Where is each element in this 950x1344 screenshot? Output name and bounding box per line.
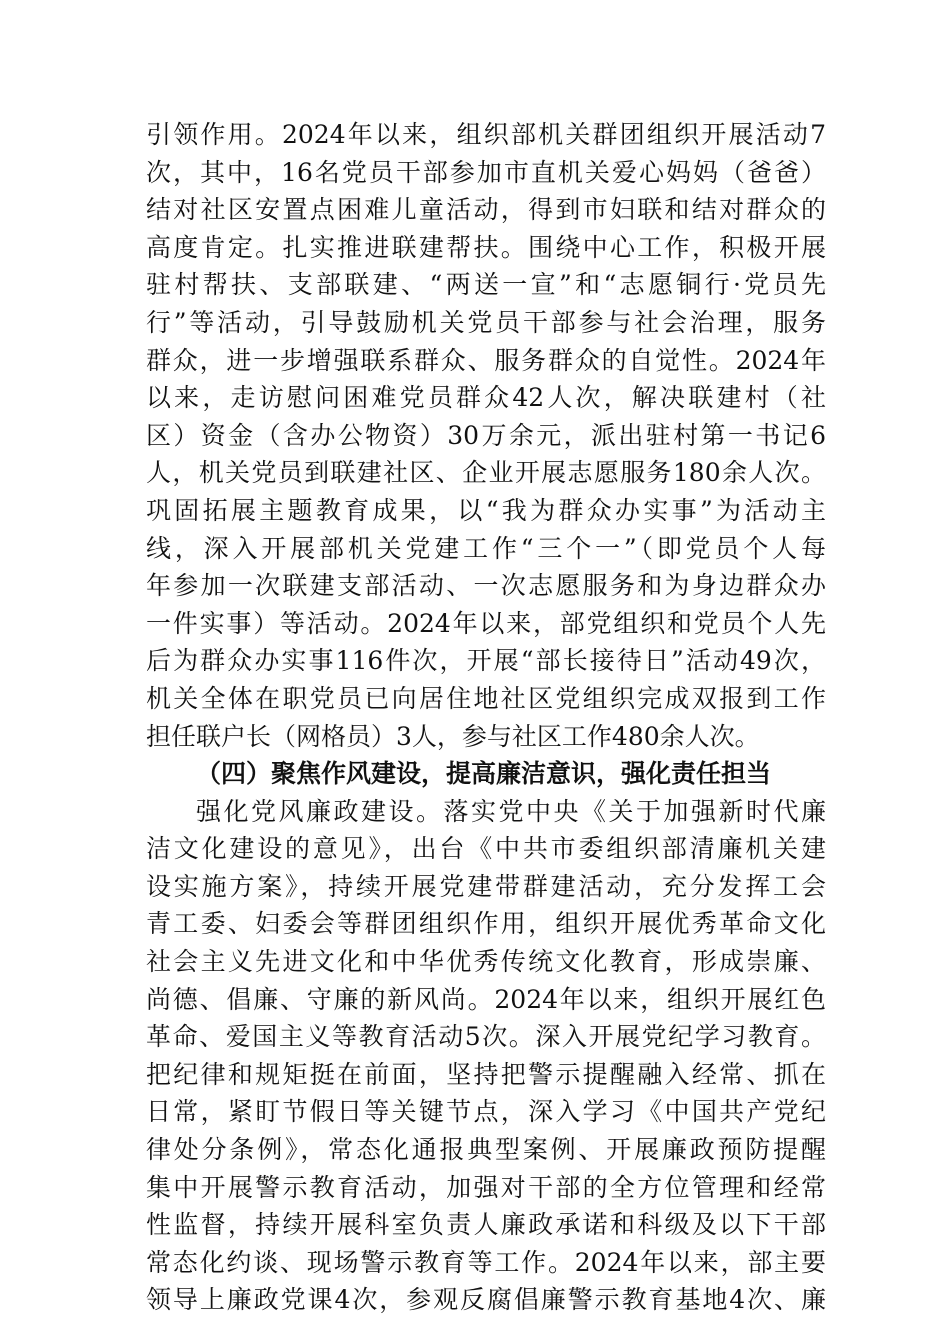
text-line: 革命、爱国主义等教育活动5次。深入开展党纪学习教育。 — [146, 1022, 826, 1052]
text-line: 常态化约谈、现场警示教育等工作。2024年以来，部主要 — [146, 1247, 826, 1277]
text-line: 领导上廉政党课4次，参观反腐倡廉警示教育基地4次、廉 — [146, 1285, 826, 1315]
text-line: 机关全体在职党员已向居住地社区党组织完成双报到工作 — [146, 683, 826, 713]
text-line: 驻村帮扶、支部联建、“两送一宣”和“志愿铜行·党员先 — [146, 270, 826, 300]
text-line: 担任联户长（网格员）3人，参与社区工作480余人次。 — [146, 721, 760, 751]
text-line: 一件实事）等活动。2024年以来，部党组织和党员个人先 — [146, 608, 826, 638]
text-line: 后为群众办实事116件次，开展“部长接待日”活动49次， — [146, 646, 826, 676]
text-line: 行”等活动，引导鼓励机关党员干部参与社会治理，服务 — [146, 307, 826, 337]
text-line: 尚德、倡廉、守廉的新风尚。2024年以来，组织开展红色 — [146, 984, 826, 1014]
text-line: 设实施方案》，持续开展党建带群建活动，充分发挥工会 — [146, 871, 826, 901]
paragraph-2 — [146, 793, 826, 1319]
text-line: 引领作用。2024年以来，组织部机关群团组织开展活动7 — [146, 120, 826, 149]
text-line: 结对社区安置点困难儿童活动，得到市妇联和结对群众的 — [146, 195, 826, 225]
text-line: 线，深入开展部机关党建工作“三个一”（即党员个人每 — [146, 533, 826, 563]
text-line: 巩固拓展主题教育成果，以“我为群众办实事”为活动主 — [146, 495, 826, 525]
text-line: 人，机关党员到联建社区、企业开展志愿服务180余人次。 — [146, 458, 826, 488]
text-line: 洁文化建设的意见》，出台《中共市委组织部清廉机关建 — [146, 834, 826, 864]
text-line: 区）资金（含办公物资）30万余元，派出驻村第一书记6 — [146, 420, 826, 450]
text-line: 青工委、妇委会等群团组织作用，组织开展优秀革命文化 — [146, 909, 826, 939]
text-line: 次，其中，16名党员干部参加市直机关爱心妈妈（爸爸） — [146, 157, 826, 187]
text-line: 日常，紧盯节假日等关键节点，深入学习《中国共产党纪 — [146, 1097, 826, 1127]
text-line: 集中开展警示教育活动，加强对干部的全方位管理和经常 — [146, 1172, 826, 1202]
text-line: 社会主义先进文化和中华优秀传统文化教育，形成崇廉、 — [146, 947, 826, 977]
text-line: 年参加一次联建支部活动、一次志愿服务和为身边群众办 — [146, 571, 826, 601]
body-text — [146, 116, 826, 1319]
text-line: 律处分条例》，常态化通报典型案例、开展廉政预防提醒 — [146, 1135, 826, 1165]
section-heading: （四）聚焦作风建设，提高廉洁意识，强化责任担当 — [196, 759, 772, 789]
paragraph-1 — [146, 116, 826, 755]
text-line: 性监督，持续开展科室负责人廉政承诺和科级及以下干部 — [146, 1210, 826, 1240]
text-line: 高度肯定。扎实推进联建帮扶。围绕中心工作，积极开展 — [146, 232, 826, 262]
text-line: 以来，走访慰问困难党员群众42人次，解决联建村（社 — [146, 383, 826, 413]
text-line: 群众，进一步增强联系群众、服务群众的自觉性。2024年 — [146, 345, 826, 375]
text-line: 强化党风廉政建设。落实党中央《关于加强新时代廉 — [196, 796, 826, 826]
text-line: 把纪律和规矩挺在前面，坚持把警示提醒融入经常、抓在 — [146, 1059, 826, 1089]
